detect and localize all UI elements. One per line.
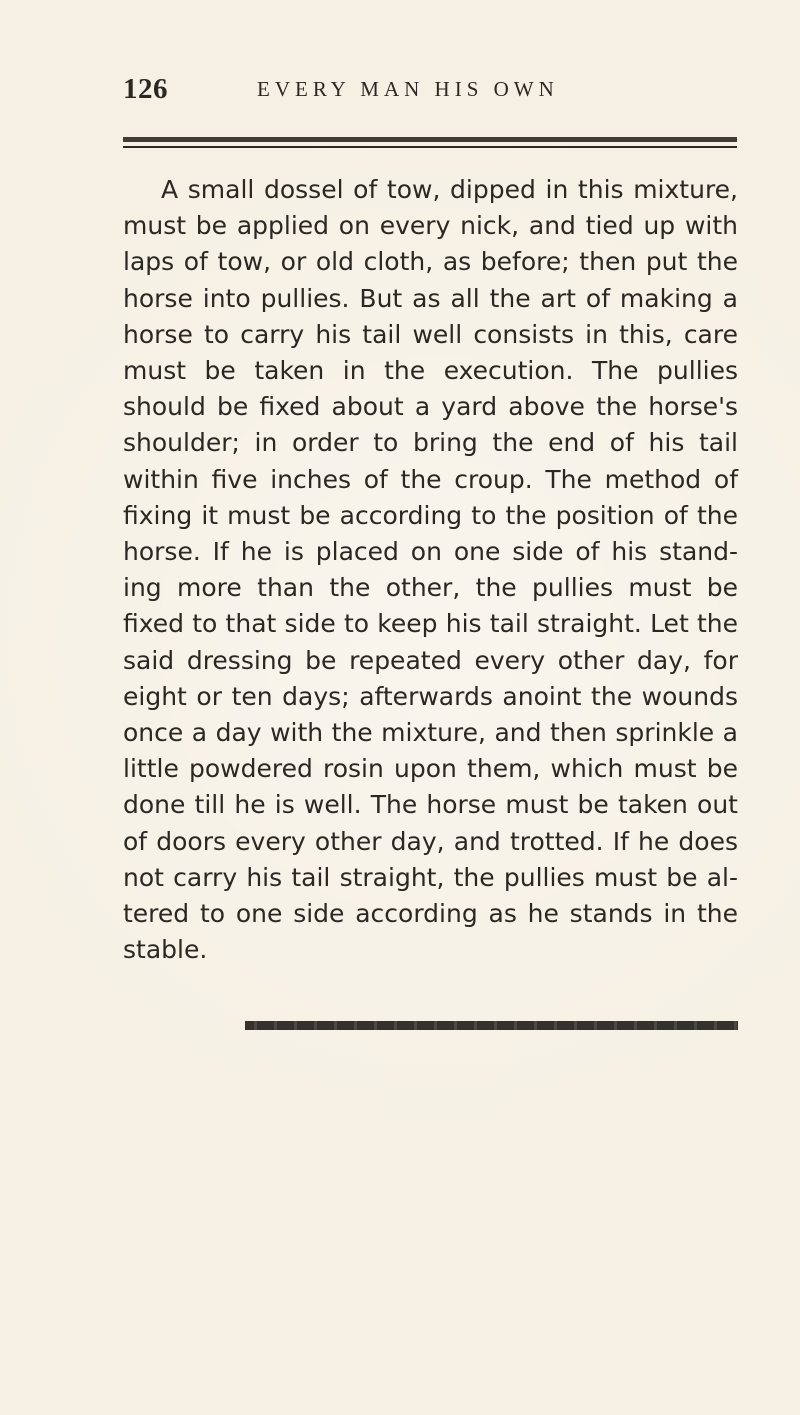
footer-ornament-rule [245,1021,738,1030]
running-title: EVERY MAN HIS OWN [257,77,559,101]
running-head [123,72,737,106]
page-number: 126 [123,73,168,105]
header-rule-thick [123,137,737,142]
body-paragraph: A small dossel of tow, dipped in this mixture, must be applied on every nick, and tied up with laps of tow, or old cloth, as before; then put the horse into pullies. But as all the art of making a horse to carry his tail well consists in this, care must be taken in the execution. The pullies should be fixed about a yard above the horse's shoulder; in order to bring the end of his tail within five inches of the croup. The method of fixing it must be according to the position of the horse. If he is placed on one side of his stand- ing more than the other, the pullies must be fixed to that side to keep his tail straight. Let the said dressing be repeated every other day, for eight or ten days; afterwards anoint the wounds once a day with the mixture, and then sprinkle a little powdered rosin upon them, which must be done till he is well. The horse must be taken out of doors every other day, and trotted. If he does not carry his tail straight, the pullies must be al- tered to one side according as he stands in the stable. [123,175,738,965]
header-rule-thin [123,146,737,148]
